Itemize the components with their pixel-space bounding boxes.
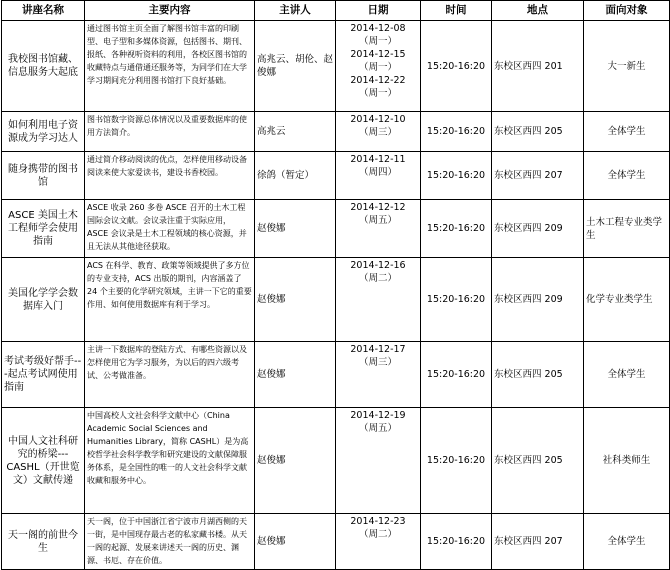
date-line: 2014-12-23 [350, 516, 406, 527]
header-speaker: 主讲人 [255, 1, 336, 21]
lecture-place: 东校区西四 209 [492, 258, 584, 342]
table-row [2, 258, 670, 342]
lecture-place: 东校区西四 207 [492, 152, 584, 200]
lecture-date [336, 258, 421, 342]
header-content: 主要内容 [85, 1, 255, 21]
date-line: 2014-12-16 [350, 260, 406, 271]
date-line: 2014-12-08 [350, 23, 406, 34]
lecture-content: 天一阁，位于中国浙江省宁波市月湖西侧的天一街，是中国现存最古老的私家藏书楼。从天一阁的起源、发展来讲述天一阁的历史、渊源、书厄、存在价值。 [85, 514, 255, 570]
lecture-name: 考试考级好帮手---起点考试网使用指南 [2, 342, 85, 408]
date-line: 2014-12-17 [350, 344, 406, 355]
table-row [2, 200, 670, 258]
lecture-time: 15:20-16:20 [421, 200, 492, 258]
lecture-content: 中国高校人文社会科学文献中心（China Academic Social Sciences and Humanities Library，简称 CASHL）是为高校哲学社会科学教学和研究建设的文献保障服务体系，是全国性的唯一的人文社会科学文献收藏和服务中心。 [85, 408, 255, 514]
date-line: （周三） [358, 127, 397, 138]
lecture-name: ASCE 美国土木工程师学会使用指南 [2, 200, 85, 258]
lecture-name: 如何利用电子资源成为学习达人 [2, 112, 85, 152]
header-audience: 面向对象 [584, 1, 670, 21]
header-name: 讲座名称 [2, 1, 85, 21]
lecture-time: 15:20-16:20 [421, 152, 492, 200]
header-date: 日期 [336, 1, 421, 21]
lecture-time: 15:20-16:20 [421, 342, 492, 408]
lecture-speaker: 赵俊娜 [255, 342, 336, 408]
table-row [2, 152, 670, 200]
lecture-place: 东校区西四 205 [492, 342, 584, 408]
lecture-date [336, 408, 421, 514]
lecture-speaker: 赵俊娜 [255, 200, 336, 258]
date-line: （周五） [358, 423, 397, 434]
header-row [2, 1, 670, 21]
lecture-time: 15:20-16:20 [421, 112, 492, 152]
lecture-date [336, 21, 421, 112]
lecture-content: ACS 在科学、教育、政策等领域提供了多方位的专业支持，ACS 出版的期刊，内容涵盖了 24 个主要的化学研究领域，主讲一下它的重要作用、如何使用数据库有利于学习。 [85, 258, 255, 342]
lecture-place: 东校区西四 209 [492, 200, 584, 258]
date-line: 2014-12-10 [350, 114, 406, 125]
lecture-date [336, 112, 421, 152]
table-body [2, 21, 670, 570]
lecture-speaker: 赵俊娜 [255, 514, 336, 570]
header-time: 时间 [421, 1, 492, 21]
lecture-time: 15:20-16:20 [421, 21, 492, 112]
lecture-audience: 土木工程专业类学生 [584, 200, 670, 258]
date-line: 2014-12-22 [350, 75, 406, 86]
date-line: 2014-12-15 [350, 49, 406, 60]
lecture-date [336, 152, 421, 200]
lecture-time: 15:20-16:20 [421, 408, 492, 514]
lecture-audience: 社科类师生 [584, 408, 670, 514]
lecture-content: ASCE 收录 260 多卷 ASCE 召开的土木工程国际会议文献。会议录注重于实际应用，ASCE 会议录是土木工程领域的核心资源，并且无法从其他途径获取。 [85, 200, 255, 258]
lecture-name: 天一阁的前世今生 [2, 514, 85, 570]
lecture-speaker: 徐鸽（暂定） [255, 152, 336, 200]
date-line: （周一） [358, 62, 397, 73]
date-line: （周一） [358, 88, 397, 99]
lecture-date [336, 342, 421, 408]
date-line: （周五） [358, 215, 397, 226]
date-line: 2014-12-11 [350, 154, 406, 165]
lecture-name: 随身携带的图书馆 [2, 152, 85, 200]
lecture-date [336, 200, 421, 258]
table-row [2, 408, 670, 514]
lecture-place: 东校区西四 205 [492, 112, 584, 152]
lecture-audience: 全体学生 [584, 152, 670, 200]
lecture-content: 图书馆数字资源总体情况以及重要数据库的使用方法简介。 [85, 112, 255, 152]
date-line: 2014-12-12 [350, 202, 406, 213]
lecture-speaker: 赵俊娜 [255, 408, 336, 514]
lecture-audience: 全体学生 [584, 342, 670, 408]
lecture-place: 东校区西四 205 [492, 408, 584, 514]
date-line: （周四） [358, 167, 397, 178]
lecture-audience: 全体学生 [584, 514, 670, 570]
lecture-audience: 大一新生 [584, 21, 670, 112]
lecture-speaker: 高兆云、胡伦、赵俊娜 [255, 21, 336, 112]
lecture-time: 15:20-16:20 [421, 258, 492, 342]
lecture-content: 通过图书馆主页全面了解图书馆丰富的印刷型、电子型和多媒体资源，包括图书、期刊、报纸、各种视听资料的利用，各校区图书馆的收藏特点与通借通还服务等，为同学们在大学学习期间充分利用图书馆打下良好基础。 [85, 21, 255, 112]
lecture-content: 通过简介移动阅读的优点，怎样使用移动设备阅读来使大家爱读书，建设书香校园。 [85, 152, 255, 200]
lecture-date [336, 514, 421, 570]
table-row [2, 21, 670, 112]
lecture-name: 美国化学学会数据库入门 [2, 258, 85, 342]
lecture-name: 中国人文社科研究的桥梁---CASHL（开世览文）文献传递 [2, 408, 85, 514]
lecture-place: 东校区西四 207 [492, 514, 584, 570]
lecture-time: 15:20-16:20 [421, 514, 492, 570]
date-line: （周二） [358, 529, 397, 540]
table-row [2, 112, 670, 152]
date-line: （周二） [358, 273, 397, 284]
date-line: （周三） [358, 357, 397, 368]
table-row [2, 342, 670, 408]
table-row [2, 514, 670, 570]
lecture-place: 东校区西四 201 [492, 21, 584, 112]
lecture-audience: 全体学生 [584, 112, 670, 152]
date-line: 2014-12-19 [350, 410, 406, 421]
lecture-audience: 化学专业类学生 [584, 258, 670, 342]
lecture-speaker: 高兆云 [255, 112, 336, 152]
lecture-schedule-table [1, 0, 670, 570]
header-place: 地点 [492, 1, 584, 21]
date-line: （周一） [358, 36, 397, 47]
lecture-speaker: 赵俊娜 [255, 258, 336, 342]
lecture-name: 我校图书馆藏、信息服务大起底 [2, 21, 85, 112]
lecture-content: 主讲一下数据库的登陆方式、有哪些资源以及怎样使用它为学习服务，为以后的四六级考试、公考做准备。 [85, 342, 255, 408]
